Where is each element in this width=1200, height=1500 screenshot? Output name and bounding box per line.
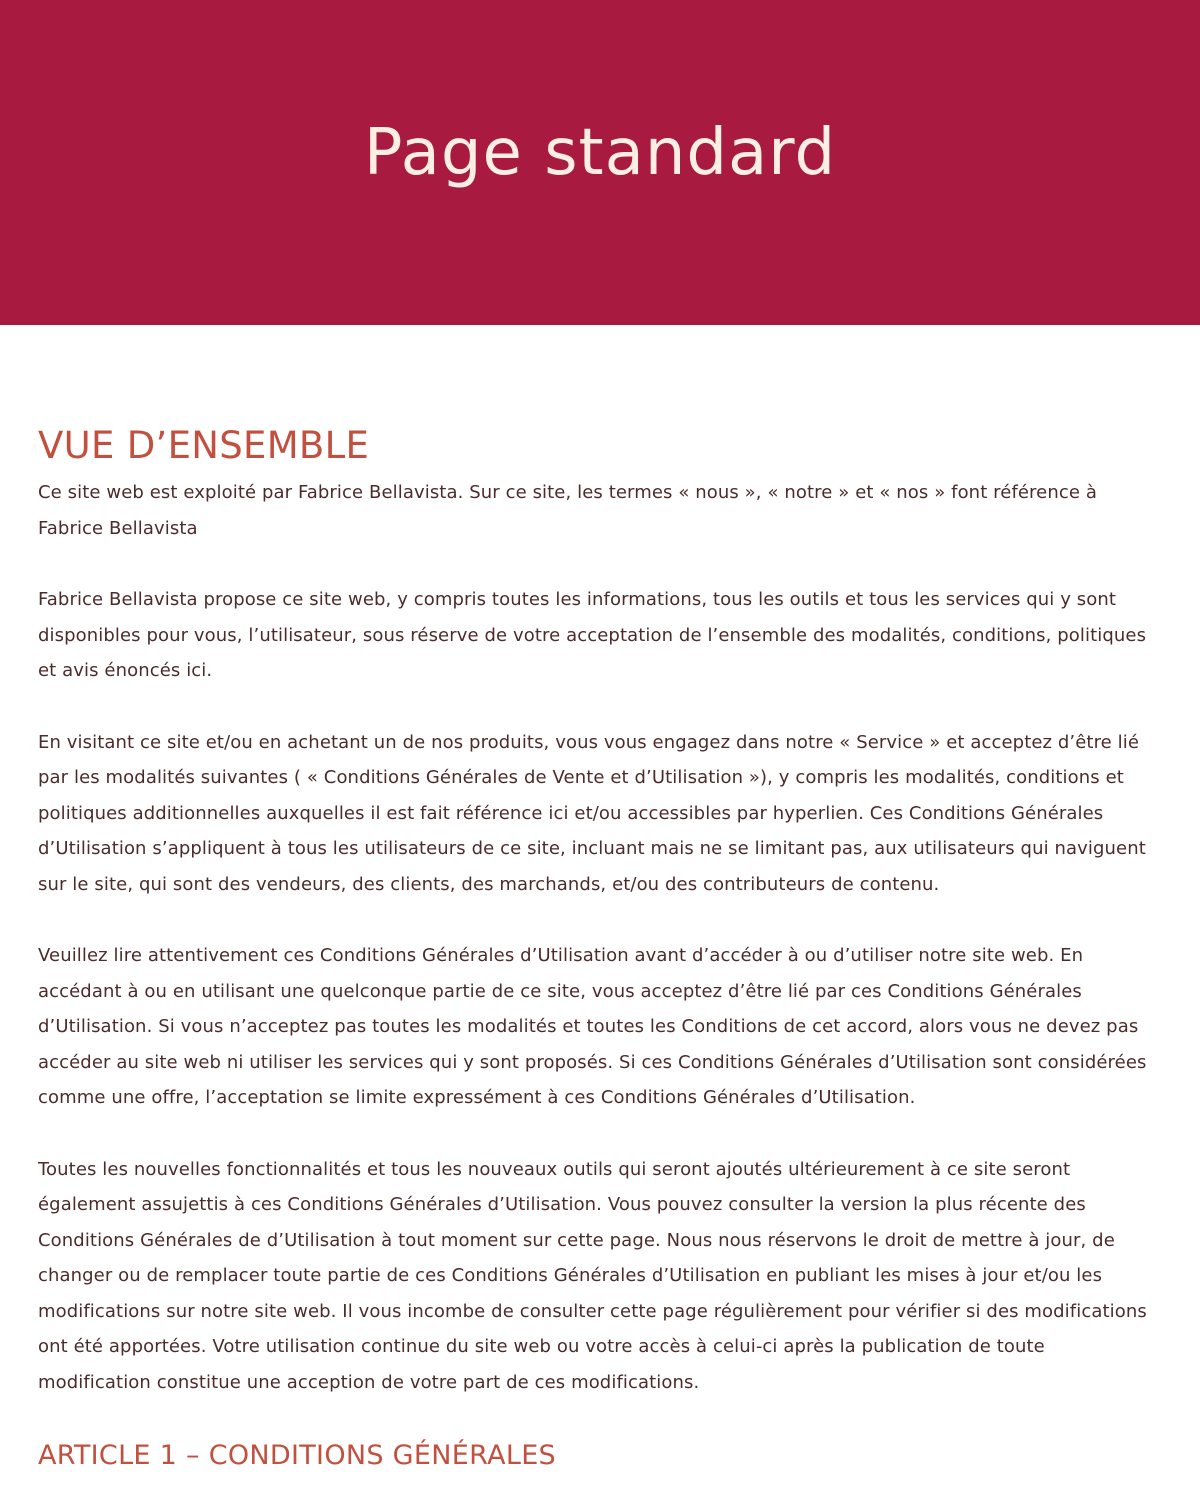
page-content: [0, 325, 1200, 1500]
section-heading-overview: VUE D’ENSEMBLE: [38, 424, 370, 467]
paragraph-read-carefully: Veuillez lire attentivement ces Conditions Générales d’Utilisation avant d’accéder à ou d’utiliser notre site web. En accédant à ou en utilisant une quelconque partie de ce site, vous acceptez d’être lié par ces Conditions Générales d’Utilisation. Si vous n’acceptez pas toutes les modalités et toutes les Conditions de cet accord, alors vous ne devez pas accéder au site web ni utiliser les services qui y sont proposés. Si ces Conditions Générales d’Utilisation sont considérées comme une offre, l’acceptation se limite expressément à ces Conditions Générales d’Utilisation.: [38, 945, 1147, 1108]
page-title: Page standard: [363, 115, 837, 190]
page-header-banner: [0, 0, 1200, 325]
paragraph-updates: Toutes les nouvelles fonctionnalités et tous les nouveaux outils qui seront ajoutés ultérieurement à ce site seront également assujettis à ces Conditions Générales d’Utilisation. Vous pouvez consulter la version la plus récente des Conditions Générales de d’Utilisation à tout moment sur cette page. Nous nous réservons le droit de mettre à jour, de changer ou de remplacer toute partie de ces Conditions Générales d’Utilisation en publiant les mises à jour et/ou les modifications sur notre site web. Il vous incombe de consulter cette page régulièrement pour vérifier si des modifications ont été apportées. Votre utilisation continue du site web ou votre accès à celui-ci après la publication de toute modification constitue une acception de votre part de ces modifications.: [38, 1158, 1147, 1393]
paragraph-intro: Ce site web est exploité par Fabrice Bellavista. Sur ce site, les termes « nous », « notre » et « nos » font référence à Fabrice Bellavista: [38, 482, 1097, 539]
paragraph-service-terms: En visitant ce site et/ou en achetant un de nos produits, vous vous engagez dans notre « Service » et acceptez d’être lié par les modalités suivantes ( « Conditions Générales de Vente et d’Utilisation »), y compris les modalités, conditions et politiques additionnelles auxquelles il est fait référence ici et/ou accessibles par hyperlien. Ces Conditions Générales d’Utilisation s’appliquent à tous les utilisateurs de ce site, incluant mais ne se limitant pas, aux utilisateurs qui naviguent sur le site, qui sont des vendeurs, des clients, des marchands, et/ou des contributeurs de contenu.: [38, 731, 1146, 895]
paragraph-offer: Fabrice Bellavista propose ce site web, y compris toutes les informations, tous les outils et tous les services qui y sont disponibles pour vous, l’utilisateur, sous réserve de votre acceptation de l’ensemble des modalités, conditions, politiques et avis énoncés ici.: [38, 589, 1147, 681]
section-heading-article-1: ARTICLE 1 – CONDITIONS GÉNÉRALES: [38, 1440, 556, 1471]
